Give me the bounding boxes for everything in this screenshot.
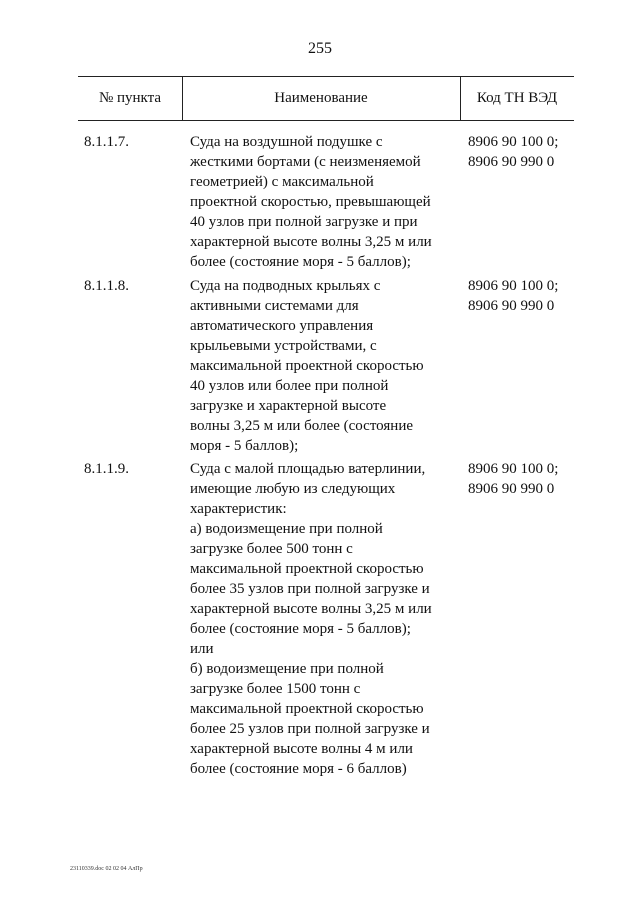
- name-line: более 25 узлов при полной загрузке и: [190, 721, 430, 737]
- code-line: 8906 90 990 0: [468, 154, 555, 170]
- row-number: 8.1.1.9.: [84, 461, 129, 477]
- name-line: крыльевыми устройствами, с: [190, 338, 377, 354]
- row-number: 8.1.1.8.: [84, 278, 129, 294]
- name-line: имеющие любую из следующих: [190, 481, 396, 497]
- table-header-bottom-border: [78, 120, 574, 121]
- name-line: моря - 5 баллов);: [190, 438, 299, 454]
- name-line: 40 узлов или более при полной: [190, 378, 389, 394]
- name-line: Суда на подводных крыльях с: [190, 278, 381, 294]
- name-line: характерной высоте волны 3,25 м или: [190, 601, 432, 617]
- name-line: характеристик:: [190, 501, 287, 517]
- code-line: 8906 90 100 0;: [468, 134, 559, 150]
- row-name: [190, 132, 455, 272]
- name-line: максимальной проектной скоростью: [190, 358, 424, 374]
- name-line: волны 3,25 м или более (состояние: [190, 418, 414, 434]
- name-line: а) водоизмещение при полной: [190, 521, 383, 537]
- name-line: загрузке более 1500 тонн с: [190, 681, 361, 697]
- row-code: [468, 276, 578, 316]
- code-line: 8906 90 990 0: [468, 481, 555, 497]
- table-top-border: [78, 76, 574, 77]
- row-name: [190, 276, 455, 456]
- name-line: жесткими бортами (с неизменяемой: [190, 154, 421, 170]
- name-line: б) водоизмещение при полной: [190, 661, 384, 677]
- name-line: более 35 узлов при полной загрузке и: [190, 581, 430, 597]
- name-line: загрузке более 500 тонн с: [190, 541, 353, 557]
- name-line: автоматического управления: [190, 318, 374, 334]
- name-line: характерной высоте волны 4 м или: [190, 741, 413, 757]
- name-line: более (состояние моря - 6 баллов): [190, 761, 407, 777]
- name-line: геометрией) с максимальной: [190, 174, 374, 190]
- name-line: максимальной проектной скоростью: [190, 701, 424, 717]
- name-line: проектной скоростью, превышающей: [190, 194, 431, 210]
- row-code: [468, 132, 578, 172]
- code-line: 8906 90 100 0;: [468, 461, 559, 477]
- row-number: 8.1.1.7.: [84, 134, 129, 150]
- name-line: активными системами для: [190, 298, 359, 314]
- row-name: [190, 459, 455, 779]
- name-line: загрузке и характерной высоте: [190, 398, 387, 414]
- name-line: Суда с малой площадью ватерлинии,: [190, 461, 426, 477]
- header-item-number: № пункта: [98, 90, 162, 106]
- name-line: 40 узлов при полной загрузке и при: [190, 214, 418, 230]
- name-line: Суда на воздушной подушке с: [190, 134, 383, 150]
- header-name: Наименование: [274, 90, 368, 106]
- row-code: [468, 459, 578, 499]
- code-line: 8906 90 990 0: [468, 298, 555, 314]
- name-line: или: [190, 641, 214, 657]
- header-code: Код ТН ВЭД: [476, 90, 558, 106]
- code-line: 8906 90 100 0;: [468, 278, 559, 294]
- name-line: более (состояние моря - 5 баллов);: [190, 621, 411, 637]
- name-line: характерной высоте волны 3,25 м или: [190, 234, 432, 250]
- footer-doc-id: 23110339.doc 02 02 04 АлПр: [70, 866, 143, 872]
- page-number: 255: [308, 40, 332, 57]
- name-line: максимальной проектной скоростью: [190, 561, 424, 577]
- name-line: более (состояние моря - 5 баллов);: [190, 254, 411, 270]
